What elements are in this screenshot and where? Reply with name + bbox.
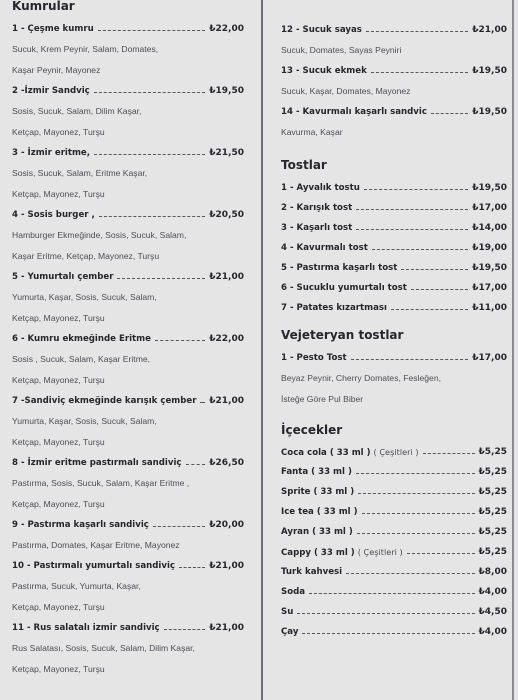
item-name: 8 - İzmir eritme pastırmalı sandiviç xyxy=(12,458,182,468)
leader-dots xyxy=(164,628,206,630)
menu-item xyxy=(281,582,507,602)
menu-item xyxy=(12,143,244,205)
item-name: 6 - Sucuklu yumurtalı tost xyxy=(281,283,407,293)
menu-item xyxy=(281,178,507,198)
item-description: Ketçap, Mayonez, Turşu xyxy=(12,127,105,137)
item-name: 7 - Patates kızartması xyxy=(281,303,387,313)
leader-dots xyxy=(411,288,468,290)
item-name: 12 - Sucuk sayas xyxy=(281,25,362,35)
item-price: ₺11,00 xyxy=(472,303,507,313)
right-column xyxy=(281,20,507,642)
menu-item xyxy=(12,391,244,453)
leader-dots xyxy=(423,452,475,454)
item-name: Sprite ( 33 ml ) xyxy=(281,487,355,497)
leader-dots xyxy=(99,215,205,217)
section-title-icecekler: İçecekler xyxy=(281,423,343,437)
item-name: 5 - Pastırma kaşarlı tost xyxy=(281,263,398,273)
item-name: Ice tea ( 33 ml ) xyxy=(281,507,358,517)
item-description: Ketçap, Mayonez, Turşu xyxy=(12,437,105,447)
item-name: 2 -İzmir Sandviç xyxy=(12,86,90,96)
menu-item xyxy=(281,258,507,278)
menu-item xyxy=(281,20,507,61)
menu-item xyxy=(12,618,244,680)
item-description: Yumurta, Kaşar, Sosis, Sucuk, Salam, xyxy=(12,292,157,302)
item-price: ₺19,00 xyxy=(472,243,507,253)
leader-dots xyxy=(407,552,475,554)
item-name: 10 - Pastırmalı yumurtalı sandiviç xyxy=(12,561,176,571)
menu-item xyxy=(281,562,507,582)
leader-dots xyxy=(431,112,468,114)
menu-item xyxy=(12,205,244,267)
item-name: Soda xyxy=(281,587,306,597)
item-price: ₺8,00 xyxy=(478,567,507,577)
leader-dots xyxy=(371,71,468,73)
item-price: ₺21,50 xyxy=(209,148,244,158)
item-price: ₺20,00 xyxy=(209,520,244,530)
menu-item xyxy=(12,556,244,618)
item-price: ₺14,00 xyxy=(472,223,507,233)
item-name: 1 - Pesto Tost xyxy=(281,353,347,363)
item-price: ₺5,25 xyxy=(478,487,507,497)
leader-dots xyxy=(356,472,475,474)
item-price: ₺21,00 xyxy=(209,272,244,282)
leader-dots xyxy=(391,308,468,310)
leader-dots xyxy=(186,463,206,465)
leader-dots xyxy=(362,512,475,514)
item-price: ₺21,00 xyxy=(472,25,507,35)
item-price: ₺17,00 xyxy=(472,353,507,363)
leader-dots xyxy=(98,29,206,31)
menu-item xyxy=(12,453,244,515)
leader-dots xyxy=(372,248,468,250)
leader-dots xyxy=(153,525,205,527)
item-description: Kaşar Peynir, Mayonez xyxy=(12,65,101,75)
item-price: ₺21,00 xyxy=(209,623,244,633)
item-price: ₺4,50 xyxy=(478,607,507,617)
leader-dots xyxy=(364,188,468,190)
leader-dots xyxy=(346,572,474,574)
item-price: ₺21,00 xyxy=(209,396,244,406)
menu-item xyxy=(281,348,507,410)
item-price: ₺4,00 xyxy=(478,587,507,597)
item-price: ₺19,50 xyxy=(472,107,507,117)
item-name: 7 -Sandiviç ekmeğinde karışık çember xyxy=(12,396,197,406)
leader-dots xyxy=(357,532,475,534)
leader-dots xyxy=(358,492,474,494)
menu-item xyxy=(281,238,507,258)
item-name: Ayran ( 33 ml ) xyxy=(281,527,353,537)
item-price: ₺5,25 xyxy=(478,447,507,457)
item-price: ₺5,25 xyxy=(478,527,507,537)
menu-item xyxy=(12,329,244,391)
item-price: ₺17,00 xyxy=(472,283,507,293)
leader-dots xyxy=(155,339,205,341)
item-description: Ketçap, Mayonez, Turşu xyxy=(12,375,105,385)
item-name: Cappy ( 33 ml ) xyxy=(281,547,355,558)
item-description: Pastırma, Sosis, Sucuk, Salam, Kaşar Eritme , xyxy=(12,478,190,488)
leader-dots xyxy=(94,91,205,93)
item-description: Sucuk, Krem Peynir, Salam, Domates, xyxy=(12,44,159,54)
item-price: ₺20,50 xyxy=(209,210,244,220)
leader-dots xyxy=(366,30,468,32)
item-description: İsteğe Göre Pul Biber xyxy=(281,394,364,404)
item-name: Çay xyxy=(281,627,299,637)
menu-item xyxy=(281,542,507,562)
right-edge-divider xyxy=(512,0,514,700)
leader-dots xyxy=(94,153,205,155)
menu-item xyxy=(12,81,244,143)
item-description: Kavurma, Kaşar xyxy=(281,127,343,137)
menu-item xyxy=(281,198,507,218)
section-title-vejeteryan: Vejeteryan tostlar xyxy=(281,328,404,342)
menu-item xyxy=(281,102,507,143)
item-name: Coca cola ( 33 ml ) xyxy=(281,447,371,458)
menu-item xyxy=(281,462,507,482)
item-name: Su xyxy=(281,607,294,617)
item-name: 11 - Rus salatalı izmir sandiviç xyxy=(12,623,160,633)
menu-item xyxy=(281,218,507,238)
item-name: 1 - Ayvalık tostu xyxy=(281,183,360,193)
item-note: ( Çeşitleri ) xyxy=(373,446,419,457)
menu-item xyxy=(281,522,507,542)
item-name: 1 - Çeşme kumru xyxy=(12,24,94,34)
item-name: 13 - Sucuk ekmek xyxy=(281,66,367,76)
item-price: ₺21,00 xyxy=(209,561,244,571)
leader-dots xyxy=(117,277,205,279)
item-name: Fanta ( 33 ml ) xyxy=(281,467,352,477)
left-column xyxy=(12,0,244,680)
leader-dots xyxy=(401,268,468,270)
column-divider xyxy=(261,0,263,700)
item-description: Ketçap, Mayonez, Turşu xyxy=(12,313,105,323)
item-name: 3 - Kaşarlı tost xyxy=(281,223,353,233)
item-description: Yumurta, Kaşar, Sosis, Sucuk, Salam, xyxy=(12,416,157,426)
menu-item xyxy=(12,267,244,329)
menu-item xyxy=(281,61,507,102)
item-price: ₺19,50 xyxy=(472,263,507,273)
item-name: 4 - Kavurmalı tost xyxy=(281,243,368,253)
menu-item xyxy=(281,502,507,522)
menu-item xyxy=(12,515,244,556)
item-price: ₺5,25 xyxy=(478,547,507,557)
leader-dots xyxy=(297,612,474,614)
menu-item xyxy=(281,442,507,462)
item-description: Hamburger Ekmeğinde, Sosis, Sucuk, Salam, xyxy=(12,230,187,240)
item-price: ₺5,25 xyxy=(478,467,507,477)
item-description: Sosis, Sucuk, Salam, Eritme Kaşar, xyxy=(12,168,148,178)
item-name: 14 - Kavurmalı kaşarlı sandvic xyxy=(281,107,427,117)
item-name: 4 - Sosis burger , xyxy=(12,210,95,220)
item-name: 9 - Pastırma kaşarlı sandiviç xyxy=(12,520,149,530)
item-description: Sucuk, Kaşar, Domates, Mayonez xyxy=(281,86,411,96)
item-note: ( Çeşitleri ) xyxy=(357,546,403,557)
item-name: 5 - Yumurtalı çember xyxy=(12,272,114,282)
item-name: 3 - İzmir eritme, xyxy=(12,148,91,158)
item-description: Pastırma, Sucuk, Yumurta, Kaşar, xyxy=(12,581,141,591)
item-description: Ketçap, Mayonez, Turşu xyxy=(12,189,105,199)
section-title-tostlar: Tostlar xyxy=(281,158,327,172)
item-description: Rus Salatası, Sosis, Sucuk, Salam, Dilim Kaşar, xyxy=(12,643,195,653)
item-description: Sucuk, Domates, Sayas Peyniri xyxy=(281,45,402,55)
item-description: Pastırma, Domates, Kaşar Eritme, Mayonez xyxy=(12,540,180,550)
item-price: ₺22,00 xyxy=(209,24,244,34)
item-description: Kaşar Eritme, Ketçap, Mayonez, Turşu xyxy=(12,251,160,261)
item-description: Sosis , Sucuk, Salam, Kaşar Eritme, xyxy=(12,354,151,364)
item-description: Ketçap, Mayonez, Turşu xyxy=(12,664,105,674)
item-description: Beyaz Peynir, Cherry Domates, Fesleğen, xyxy=(281,373,442,383)
item-description: Sosis, Sucuk, Salam, Dilim Kaşar, xyxy=(12,106,142,116)
item-price: ₺19,50 xyxy=(472,183,507,193)
item-description: Ketçap, Mayonez, Turşu xyxy=(12,602,105,612)
menu-item xyxy=(281,298,507,318)
item-price: ₺5,25 xyxy=(478,507,507,517)
item-price: ₺26,50 xyxy=(209,458,244,468)
item-price: ₺17,00 xyxy=(472,203,507,213)
menu-item xyxy=(281,278,507,298)
item-description: Ketçap, Mayonez, Turşu xyxy=(12,499,105,509)
leader-dots xyxy=(179,566,205,568)
leader-dots xyxy=(351,358,469,360)
item-name: 2 - Karışık tost xyxy=(281,203,353,213)
item-name: Turk kahvesi xyxy=(281,567,343,577)
leader-dots xyxy=(309,592,474,594)
item-price: ₺19,50 xyxy=(472,66,507,76)
menu-item xyxy=(281,482,507,502)
item-name: 6 - Kumru ekmeğinde Eritme xyxy=(12,334,151,344)
section-title-kumrular: Kumrular xyxy=(12,0,75,13)
item-price: ₺22,00 xyxy=(209,334,244,344)
leader-dots xyxy=(200,401,205,403)
item-price: ₺19,50 xyxy=(209,86,244,96)
leader-dots xyxy=(302,632,474,634)
menu-item xyxy=(12,19,244,81)
leader-dots xyxy=(356,208,468,210)
leader-dots xyxy=(356,228,468,230)
menu-item xyxy=(281,622,507,642)
menu-item xyxy=(281,602,507,622)
item-price: ₺4,00 xyxy=(478,627,507,637)
